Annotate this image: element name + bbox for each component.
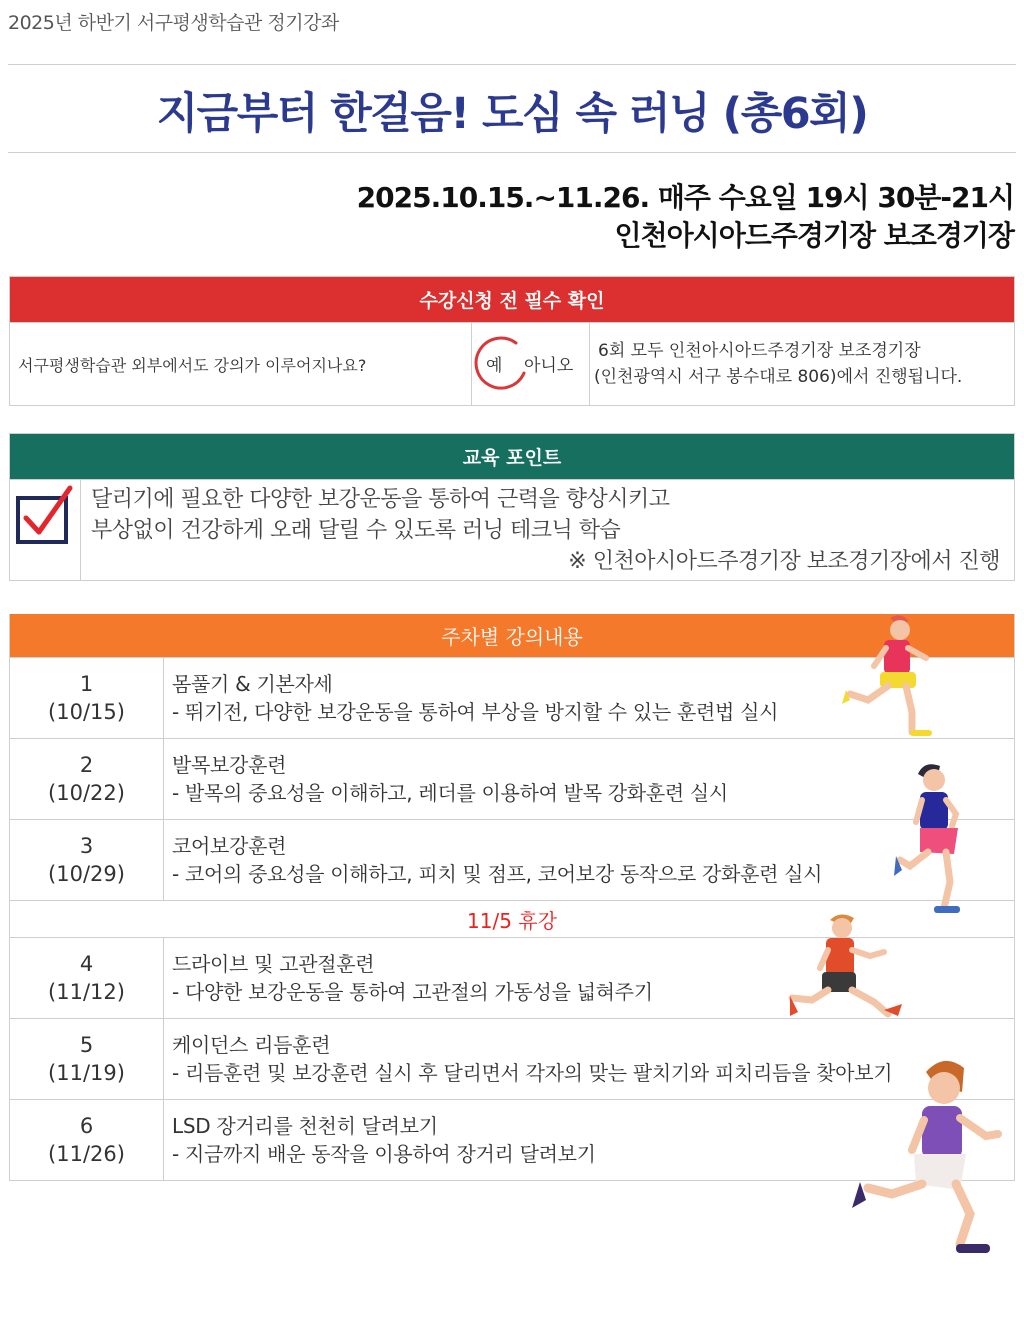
page-title: 지금부터 한걸음! 도심 속 러닝 (총6회): [156, 89, 868, 139]
week-title: 몸풀기 & 기본자세: [172, 672, 333, 696]
point-row: [10, 479, 1014, 580]
week-number-cell: [10, 820, 164, 900]
week-number-cell: [10, 658, 164, 738]
week-title: 발목보강훈련: [172, 753, 287, 777]
yes-option: 예: [486, 356, 503, 376]
week-date: (11/12): [48, 980, 125, 1004]
week-desc: - 다양한 보강운동을 통하여 고관절의 가동성을 넓혀주기: [172, 980, 653, 1004]
week-number-cell: [10, 938, 164, 1018]
week-desc: - 지금까지 배운 동작을 이용하여 장거리 달려보기: [172, 1142, 596, 1166]
info-cell: [590, 323, 1014, 405]
required-check-table: [9, 276, 1015, 406]
week-row: [10, 819, 1014, 900]
week-number: 5: [79, 1033, 94, 1057]
week-number: 2: [79, 753, 94, 777]
runner-illustration: [782, 910, 912, 1025]
question-cell: 서구평생학습관 외부에서도 강의가 이루어지나요?: [10, 323, 472, 405]
schedule-text: 2025.10.15.~11.26. 매주 수요일 19시 30분-21시: [356, 181, 1014, 214]
point-line: 달리기에 필요한 다양한 보강운동을 통하여 근력을 향상시키고: [91, 487, 670, 512]
education-point-table: [9, 433, 1015, 581]
holiday-row: 11/5 휴강: [10, 900, 1014, 937]
week-date: (10/29): [48, 862, 125, 886]
check-row: [10, 322, 1014, 405]
point-note: ※ 인천아시아드주경기장 보조경기장에서 진행: [568, 549, 1000, 574]
week-date: (10/15): [48, 700, 125, 724]
week-desc: - 코어의 중요성을 이해하고, 피치 및 점프, 코어보강 동작으로 강화훈련 실시: [172, 862, 823, 886]
week-number-cell: [10, 1100, 164, 1180]
week-title: 케이던스 리듬훈련: [172, 1033, 331, 1057]
required-check-heading: 수강신청 전 필수 확인: [10, 277, 1014, 322]
week-title: 코어보강훈련: [172, 834, 287, 858]
runner-illustration: [838, 612, 938, 742]
week-number: 6: [79, 1114, 94, 1138]
week-date: (11/26): [48, 1142, 125, 1166]
week-desc: - 리듬훈련 및 보강훈련 실시 후 달리면서 각자의 맞는 팔치기와 피치리듬을 찾아보기: [172, 1061, 893, 1085]
week-row: [10, 738, 1014, 819]
week-date: (10/22): [48, 781, 125, 805]
week-number: 1: [79, 672, 94, 696]
week-number: 3: [79, 834, 94, 858]
week-title: 드라이브 및 고관절훈련: [172, 952, 375, 976]
info-line: (인천광역시 서구 봉수대로 806)에서 진행됩니다.: [594, 367, 963, 387]
checkbox-checked-icon: [15, 484, 75, 548]
info-line: 6회 모두 인천아시아드주경기장 보조경기장: [598, 341, 921, 361]
runner-illustration: [890, 760, 970, 920]
weekly-heading: 주차별 강의내용: [10, 614, 1014, 657]
week-number-cell: [10, 739, 164, 819]
venue-text: 인천아시아드주경기장 보조경기장: [614, 219, 1014, 252]
week-content-cell: [164, 820, 1014, 900]
week-number-cell: [10, 1019, 164, 1099]
week-desc: - 뛰기전, 다양한 보강운동을 통하여 부상을 방지할 수 있는 훈련법 실시: [172, 700, 779, 724]
divider: [8, 64, 1016, 65]
checkbox-cell: [10, 480, 81, 580]
week-content-cell: [164, 739, 1014, 819]
divider: [8, 152, 1016, 153]
runner-illustration: [846, 1058, 1006, 1258]
education-point-heading: 교육 포인트: [10, 434, 1014, 479]
week-title: LSD 장거리를 천천히 달려보기: [172, 1114, 438, 1138]
point-text: [81, 480, 1014, 580]
week-desc: - 발목의 중요성을 이해하고, 레더를 이용하여 발목 강화훈련 실시: [172, 781, 728, 805]
course-category: 2025년 하반기 서구평생학습관 정기강좌: [8, 12, 339, 34]
week-number: 4: [79, 952, 94, 976]
point-line: 부상없이 건강하게 오래 달릴 수 있도록 러닝 테크닉 학습: [91, 518, 621, 543]
yes-no-cell: [472, 323, 590, 405]
no-option: 아니오: [524, 356, 574, 376]
week-date: (11/19): [48, 1061, 125, 1085]
